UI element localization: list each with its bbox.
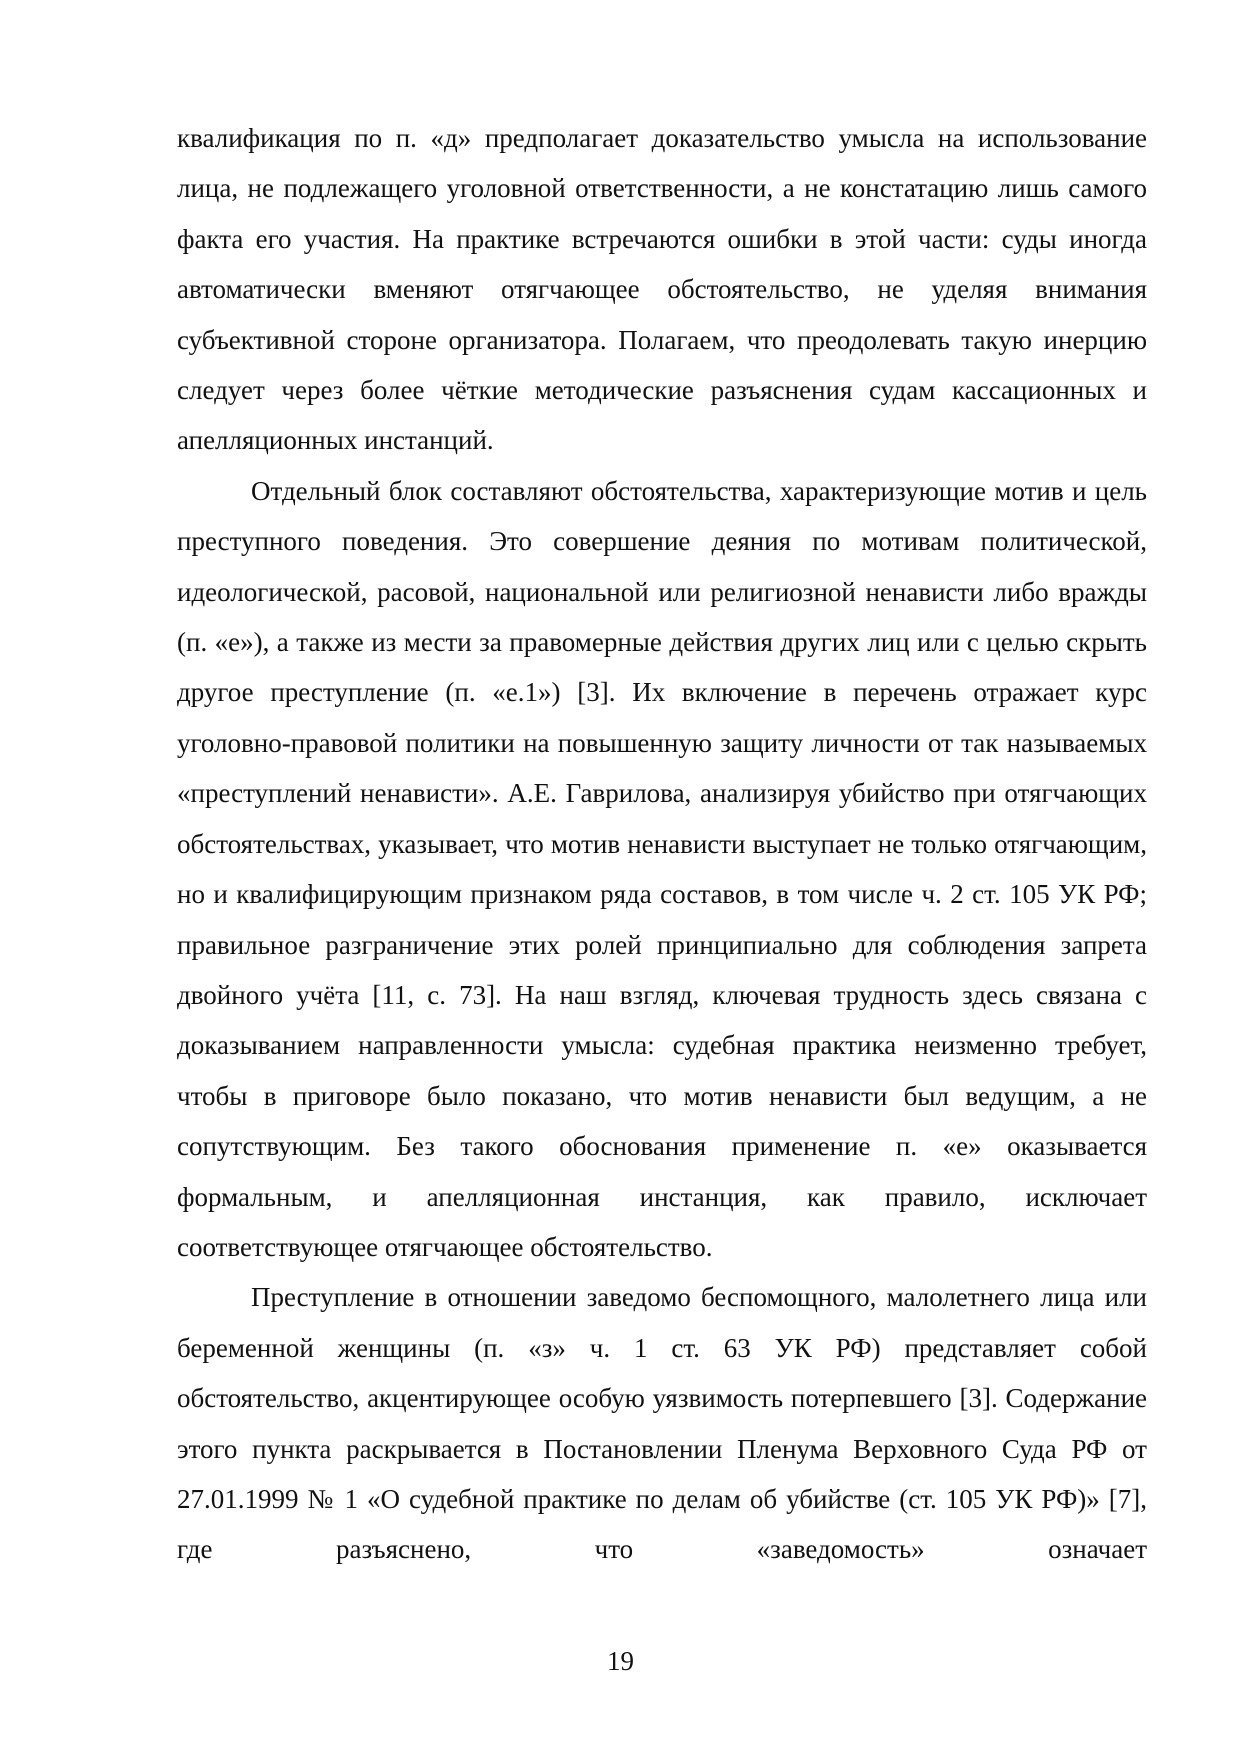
- paragraph-1: квалификация по п. «д» предполагает доказательство умысла на использование лица, не подлежащего уголовной ответственности, а не констатацию лишь самого факта его участия. На практике встречаются ошибки в этой части: суды иногда автоматически вменяют отягчающее обстоятельство, не уделяя внимания субъективной стороне организатора. Полагаем, что преодолевать такую инерцию следует через более чёткие методические разъяснения судам кассационных и апелляционных инстанций.: [177, 123, 1147, 456]
- body-text: [177, 113, 1147, 1575]
- page-number: 19: [607, 1646, 634, 1676]
- paragraph-2: Отдельный блок составляют обстоятельства, характеризующие мотив и цель преступного поведения. Это совершение деяния по мотивам политической, идеологической, расовой, национальной или религиозной ненависти либо вражды (п. «е»), а также из мести за правомерные действия других лиц или с целью скрыть другое преступление (п. «е.1») [3]. Их включение в перечень отражает курс уголовно-правовой политики на повышенную защиту личности от так называемых «преступлений ненависти». А.Е. Гаврилова, анализируя убийство при отягчающих обстоятельствах, указывает, что мотив ненависти выступает не только отягчающим, но и квалифицирующим признаком ряда составов, в том числе ч. 2 ст. 105 УК РФ; правильное разграничение этих ролей принципиально для соблюдения запрета двойного учёта [11, с. 73]. На наш взгляд, ключевая трудность здесь связана с доказыванием направленности умысла: судебная практика неизменно требует, чтобы в приговоре было показано, что мотив ненависти был ведущим, а не сопутствующим. Без такого обоснования применение п. «е» оказывается формальным, и апелляционная инстанция, как правило, исключает соответствующее отягчающее обстоятельство.: [177, 475, 1147, 1262]
- paragraph-3: Преступление в отношении заведомо беспомощного, малолетнего лица или беременной женщины (п. «з» ч. 1 ст. 63 УК РФ) представляет собой обстоятельство, акцентирующее особую уязвимость потерпевшего [3]. Содержание этого пункта раскрывается в Постановлении Пленума Верховного Суда РФ от 27.01.1999 № 1 «О судебной практике по делам об убийстве (ст. 105 УК РФ)» [7], где разъяснено, что «заведомость» означает: [177, 1282, 1147, 1565]
